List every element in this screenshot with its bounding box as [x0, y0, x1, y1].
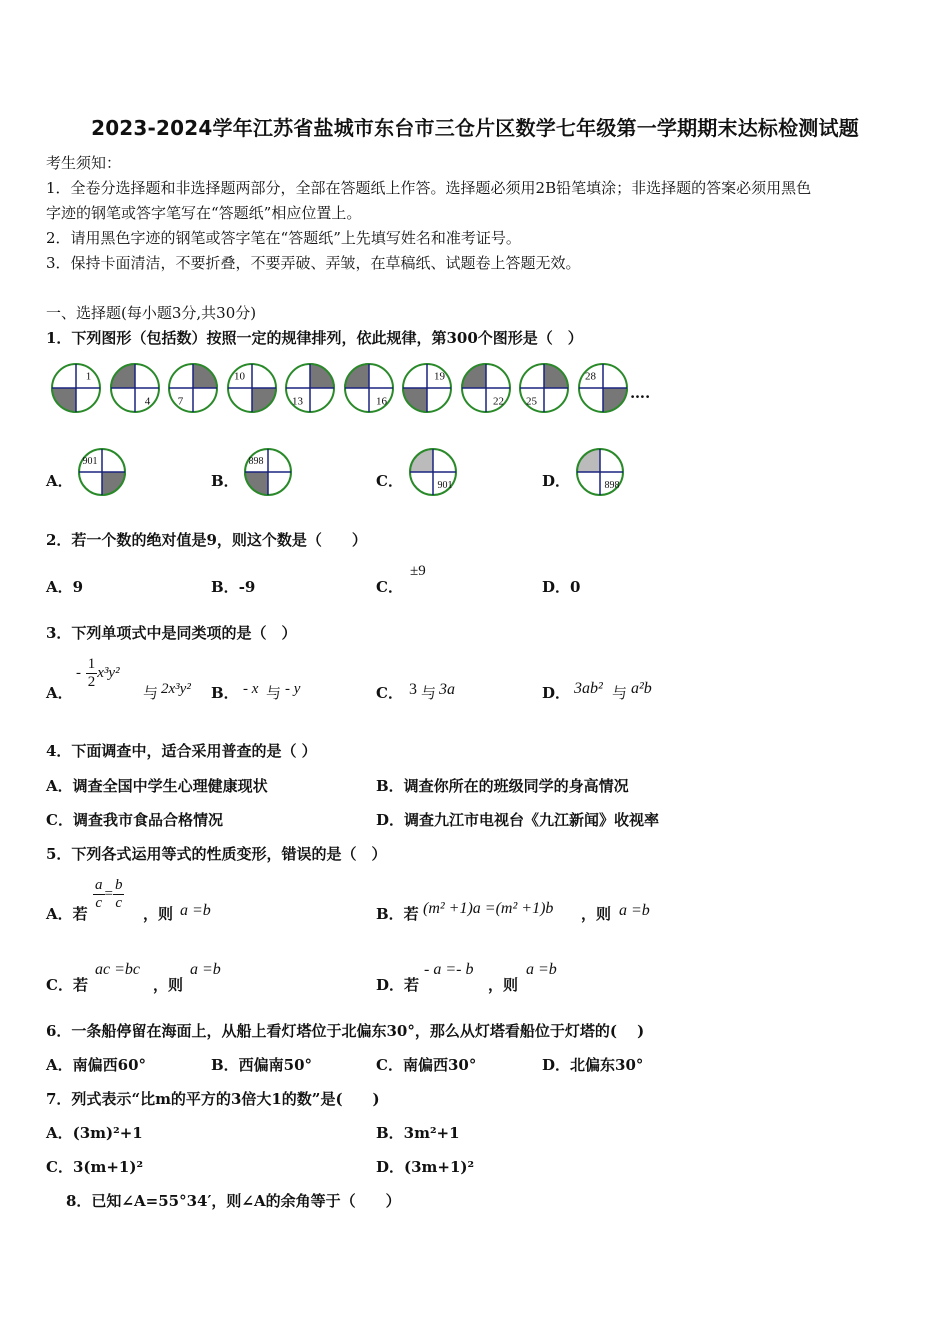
q1-seq-8-figure — [461, 363, 511, 413]
q1-seq-7-figure — [402, 363, 452, 413]
notice-line-1b: 字迹的钢笔或答字笔写在“答题纸”相应位置上。 — [46, 204, 362, 222]
q3-a-term: x³y² — [97, 665, 120, 681]
q3-b-with: 与 — [266, 684, 282, 702]
q1-ellipsis: …. — [630, 384, 651, 402]
q3-a-with: 与 — [143, 684, 159, 702]
q1-seq-9-number: 25 — [526, 395, 537, 408]
q1-option-d-number: 898 — [604, 480, 620, 491]
q4-option-a[interactable]: A．调查全国中学生心理健康现状 — [46, 777, 268, 795]
q3-option-b-label[interactable]: B． — [211, 684, 239, 702]
q2-option-b-value: -9 — [238, 578, 256, 596]
q5-b-then: ，则 — [581, 905, 612, 923]
q1-seq-2-figure — [110, 363, 160, 413]
q2-option-d[interactable] — [542, 576, 580, 597]
q5-a-numerator-1: a — [95, 877, 103, 893]
q5-a-expr — [93, 877, 124, 912]
q4-option-b[interactable]: B．调查你所在的班级同学的身高情况 — [376, 777, 629, 795]
q1-seq-3-number: 7 — [177, 395, 184, 408]
q1-seq-5-figure — [285, 363, 335, 413]
q1-option-b-number: 898 — [248, 456, 264, 467]
q5-text: 5．下列各式运用等式的性质变形，错误的是（ ） — [46, 845, 387, 863]
q3-d-term1: 3ab² — [574, 680, 603, 697]
q1-text: 1．下列图形（包括数）按照一定的规律排列，依此规律，第300个图形是（ ） — [46, 329, 583, 347]
q1-seq-3-figure — [168, 363, 218, 413]
q1-seq-1-number: 1 — [85, 370, 92, 383]
q4-option-d[interactable]: D．调查九江市电视台《九江新闻》收视率 — [376, 811, 660, 829]
q1-seq-7-number: 19 — [434, 370, 445, 383]
q1-seq-5-number: 13 — [292, 395, 303, 408]
q2-option-a[interactable] — [46, 576, 83, 597]
q3-option-d-label[interactable]: D． — [542, 684, 571, 702]
q5-a-equals: = — [104, 886, 113, 902]
q5-a-fraction-1 — [93, 877, 105, 912]
q1-seq-8-number: 22 — [492, 395, 504, 408]
q2-option-c-value: ±9 — [410, 563, 426, 579]
q1-option-c-number: 901 — [437, 480, 453, 491]
q1-seq-1-figure — [51, 363, 101, 413]
q3-d-with: 与 — [612, 684, 628, 702]
q3-option-a-label[interactable]: A． — [46, 684, 73, 702]
q3-option-a-expr — [76, 656, 120, 691]
q5-c-expr: ac =bc — [95, 961, 140, 978]
q5-c-then: ，则 — [153, 976, 184, 994]
q3-c-with: 与 — [421, 684, 437, 702]
q2-option-b-label: B． — [211, 578, 239, 596]
q3-a-term2: 2x³y² — [161, 681, 191, 697]
q7-option-b[interactable]: B．3m²+1 — [376, 1124, 460, 1142]
q2-option-c-label[interactable]: C． — [376, 578, 403, 596]
q5-d-then: ，则 — [488, 976, 519, 994]
q2-option-d-value: 0 — [570, 578, 581, 596]
notice-line-1a: 1．全卷分选择题和非选择题两部分，全部在答题纸上作答。选择题必须用2B铅笔填涂；非选择题的答案必须用黑色 — [46, 179, 812, 197]
q3-d-term2: a²b — [631, 680, 652, 697]
q1-seq-6-number: 16 — [375, 395, 387, 408]
q5-option-d-label[interactable]: D．若 — [376, 976, 420, 994]
q6-option-b[interactable]: B．西偏南50° — [211, 1056, 313, 1074]
q5-a-denominator-2: c — [115, 895, 123, 911]
q2-option-d-label: D． — [542, 578, 571, 596]
q1-seq-9-figure — [519, 363, 569, 413]
q1-option-a-figure — [78, 448, 126, 496]
q4-option-c[interactable]: C．调查我市食品合格情况 — [46, 811, 223, 829]
q5-option-c-label[interactable]: C．若 — [46, 976, 88, 994]
notice-line-2: 2．请用黑色字迹的钢笔或答字笔在“答题纸”上先填写姓名和准考证号。 — [46, 229, 521, 247]
q1-option-a-number: 901 — [82, 456, 98, 467]
q1-seq-10-figure — [578, 363, 628, 413]
q5-b-result: a =b — [619, 902, 650, 919]
section-heading: 一、选择题(每小题3分,共30分) — [46, 304, 257, 322]
q6-option-d[interactable]: D．北偏东30° — [542, 1056, 644, 1074]
q2-option-b[interactable] — [211, 576, 255, 597]
q5-d-result: a =b — [526, 961, 557, 978]
q5-c-result: a =b — [190, 961, 221, 978]
q1-option-b-figure — [244, 448, 292, 496]
q5-option-a-label[interactable]: A．若 — [46, 905, 88, 923]
q3-c-term2: 3a — [439, 681, 455, 698]
q1-seq-4-number: 10 — [233, 370, 245, 383]
q3-b-term1: - x — [243, 681, 259, 697]
q6-option-c[interactable]: C．南偏西30° — [376, 1056, 477, 1074]
q3-a-denominator: 2 — [87, 674, 96, 690]
q2-text: 2．若一个数的绝对值是9，则这个数是（ ） — [46, 531, 367, 549]
q3-a-numerator: 1 — [87, 656, 96, 672]
q3-a-minus: - — [76, 665, 81, 681]
q1-seq-4-figure — [227, 363, 277, 413]
q3-c-term1: 3 — [409, 681, 417, 698]
q4-text: 4．下面调查中，适合采用普查的是（ ） — [46, 742, 317, 760]
q1-option-c-figure — [409, 448, 457, 496]
q1-option-d-figure — [576, 448, 624, 496]
q7-text: 7．列式表示“比m的平方的3倍大1的数”是( ) — [46, 1090, 380, 1108]
q7-option-d[interactable]: D．(3m+1)² — [376, 1158, 475, 1176]
q3-text: 3．下列单项式中是同类项的是（ ） — [46, 624, 297, 642]
q5-a-then: ，则 — [143, 905, 174, 923]
q1-seq-10-number: 28 — [584, 370, 596, 383]
q5-a-result: a =b — [180, 902, 211, 919]
q1-option-b-label[interactable]: B． — [211, 472, 239, 490]
q5-a-fraction-2 — [113, 877, 125, 912]
q1-option-d-label[interactable]: D． — [542, 472, 571, 490]
q1-option-c-label[interactable]: C． — [376, 472, 403, 490]
q3-b-term2: - y — [285, 681, 301, 697]
page-title: 2023-2024学年江苏省盐城市东台市三仓片区数学七年级第一学期期末达标检测试题 — [91, 116, 859, 140]
q7-option-c[interactable]: C．3(m+1)² — [46, 1158, 144, 1176]
notice-header: 考生须知： — [46, 154, 122, 172]
notice-line-3: 3．保持卡面清洁，不要折叠，不要弄破、弄皱，在草稿纸、试题卷上答题无效。 — [46, 254, 581, 272]
q7-option-a[interactable]: A．(3m)²+1 — [46, 1124, 143, 1142]
q5-a-numerator-2: b — [114, 877, 123, 893]
q6-text: 6．一条船停留在海面上，从船上看灯塔位于北偏东30°，那么从灯塔看船位于灯塔的( ) — [46, 1022, 645, 1040]
q5-option-b-label[interactable]: B．若 — [376, 905, 419, 923]
q1-seq-2-number: 4 — [144, 395, 150, 408]
q1-seq-6-figure — [344, 363, 394, 413]
q5-b-expr: (m² +1)a =(m² +1)b — [423, 900, 554, 917]
q6-option-a[interactable]: A．南偏西60° — [46, 1056, 147, 1074]
q8-text: 8．已知∠A=55°34′，则∠A的余角等于（ ） — [66, 1192, 401, 1210]
q5-a-denominator-1: c — [95, 895, 103, 911]
q2-option-a-label: A． — [46, 578, 73, 596]
q1-option-a-label[interactable]: A． — [46, 472, 73, 490]
q5-d-expr: - a =- b — [424, 961, 474, 978]
q3-option-c-label[interactable]: C． — [376, 684, 403, 702]
q2-option-a-value: 9 — [72, 578, 84, 596]
q3-a-fraction — [86, 656, 98, 691]
